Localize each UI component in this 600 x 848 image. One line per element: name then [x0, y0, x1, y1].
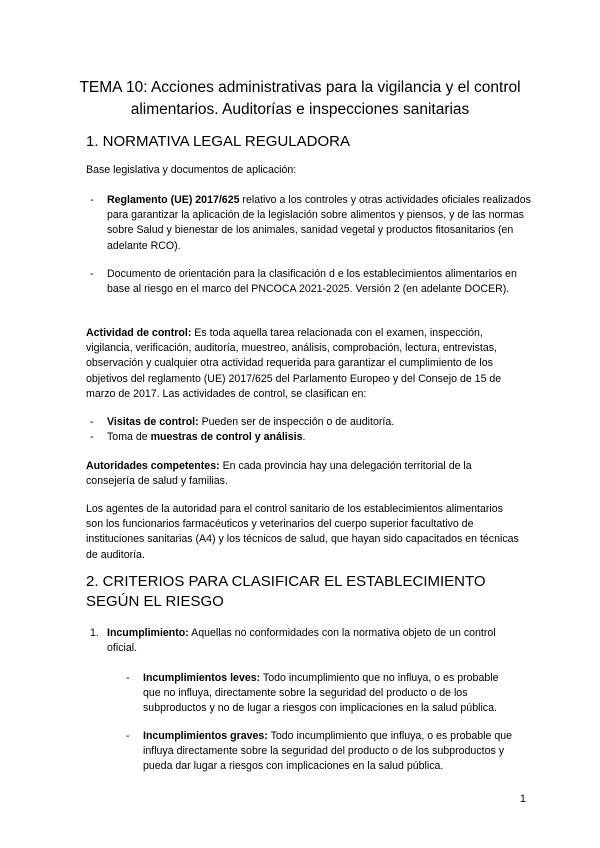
list-item-bold: Incumplimiento:: [107, 627, 189, 639]
agentes-paragraph: Los agentes de la autoridad para el control sanitario de los establecimientos alimentarios son los funcionarios farmacéuticos y veterinarios del cuerpo superior facultativo de instituciones sanitarias (A4) y los técnicos de salud, que hayan sido capacitados en técnicas de auditoría.: [86, 503, 519, 561]
list-item-visitas: [107, 415, 527, 430]
page-number: 1: [520, 793, 526, 805]
list-item-text: Aquellas no conformidades con la normativa objeto de un control oficial.: [107, 627, 496, 655]
actividad-text: Es toda aquella tarea relacionada con el examen, inspección, vigilancia, verificación, auditoría, muestreo, análisis, comprobación, lectura, entrevistas, observación y cualquier otra actividad requerida para garantizar el cumplimiento de los objetivos del reglamento (UE) 2017/625 del Parlamento Europeo y del Consejo de 15 de marzo de 2017. Las actividades de control, se clasifican en:: [86, 327, 502, 400]
list-item-text: Todo incumplimiento que no influya, o es probable que no influya, directamente sobre la seguridad del producto o de los subproductos y no de lugar a riesgos con implicaciones en la salud pública.: [143, 672, 499, 715]
section-2-heading: 2. CRITERIOS PARA CLASIFICAR EL ESTABLECIMIENTO SEGÚN EL RIESGO: [86, 573, 486, 610]
list-item-bold: Incumplimientos graves:: [143, 730, 268, 742]
list-item-incumplimiento: [107, 626, 527, 656]
list-item-documento: Documento de orientación para la clasificación d e los establecimientos alimentarios en base al riesgo en el marco del PNCOCA 2021-2025. Versión 2 (en adelante DOCER).: [107, 268, 517, 296]
section-1-heading: 1. NORMATIVA LEGAL REGULADORA: [86, 133, 350, 150]
list-item-leves: [143, 671, 519, 717]
actividad-paragraph: [86, 326, 522, 402]
list-item-bold: muestras de control y análisis: [150, 431, 303, 443]
list-item-text: Todo incumplimiento que influya, o es probable que influya directamente sobre la seguridad del producto o de los subproductos y pueda dar lugar a riesgos con implicaciones en la salud pública.: [143, 730, 513, 773]
autoridades-paragraph: [86, 459, 506, 489]
list-item-text: relativo a los controles y otras actividades oficiales realizados para garantizar la aplicación de la legislación sobre alimentos y piensos, y de las normas sobre Salud y bienestar de los animales, sanidad vegetal y productos fitosanitarios (en adelante RCO).: [107, 194, 531, 252]
list-item-text: Toma de: [107, 431, 151, 443]
list-dash: -: [126, 730, 130, 742]
list-item-bold: Visitas de control:: [107, 416, 199, 428]
list-dash: -: [90, 194, 94, 206]
list-item-bold: Incumplimientos leves:: [143, 672, 261, 684]
page-title: TEMA 10: Acciones administrativas para la vigilancia y el control alimentarios. Auditorías e inspecciones sanitarias: [79, 79, 521, 118]
list-dash: -: [90, 268, 94, 280]
actividad-bold: Actividad de control:: [86, 327, 192, 339]
list-item-bold: Reglamento (UE) 2017/625: [107, 194, 240, 206]
list-item-muestras: [107, 430, 527, 445]
list-item-graves: [143, 729, 519, 775]
list-item-text: Pueden ser de inspección o de auditoría.: [198, 416, 395, 428]
list-item-reglamento: [107, 193, 537, 254]
list-dash: -: [126, 672, 130, 684]
autoridades-text: En cada provincia hay una delegación territorial de la consejería de salud y familias.: [86, 460, 472, 488]
list-item-text: .: [302, 431, 306, 443]
autoridades-bold: Autoridades competentes:: [86, 460, 220, 472]
section-1-intro: Base legislativa y documentos de aplicación:: [86, 164, 297, 176]
list-dash: -: [90, 431, 94, 443]
list-number: 1.: [90, 627, 99, 639]
list-dash: -: [90, 416, 94, 428]
